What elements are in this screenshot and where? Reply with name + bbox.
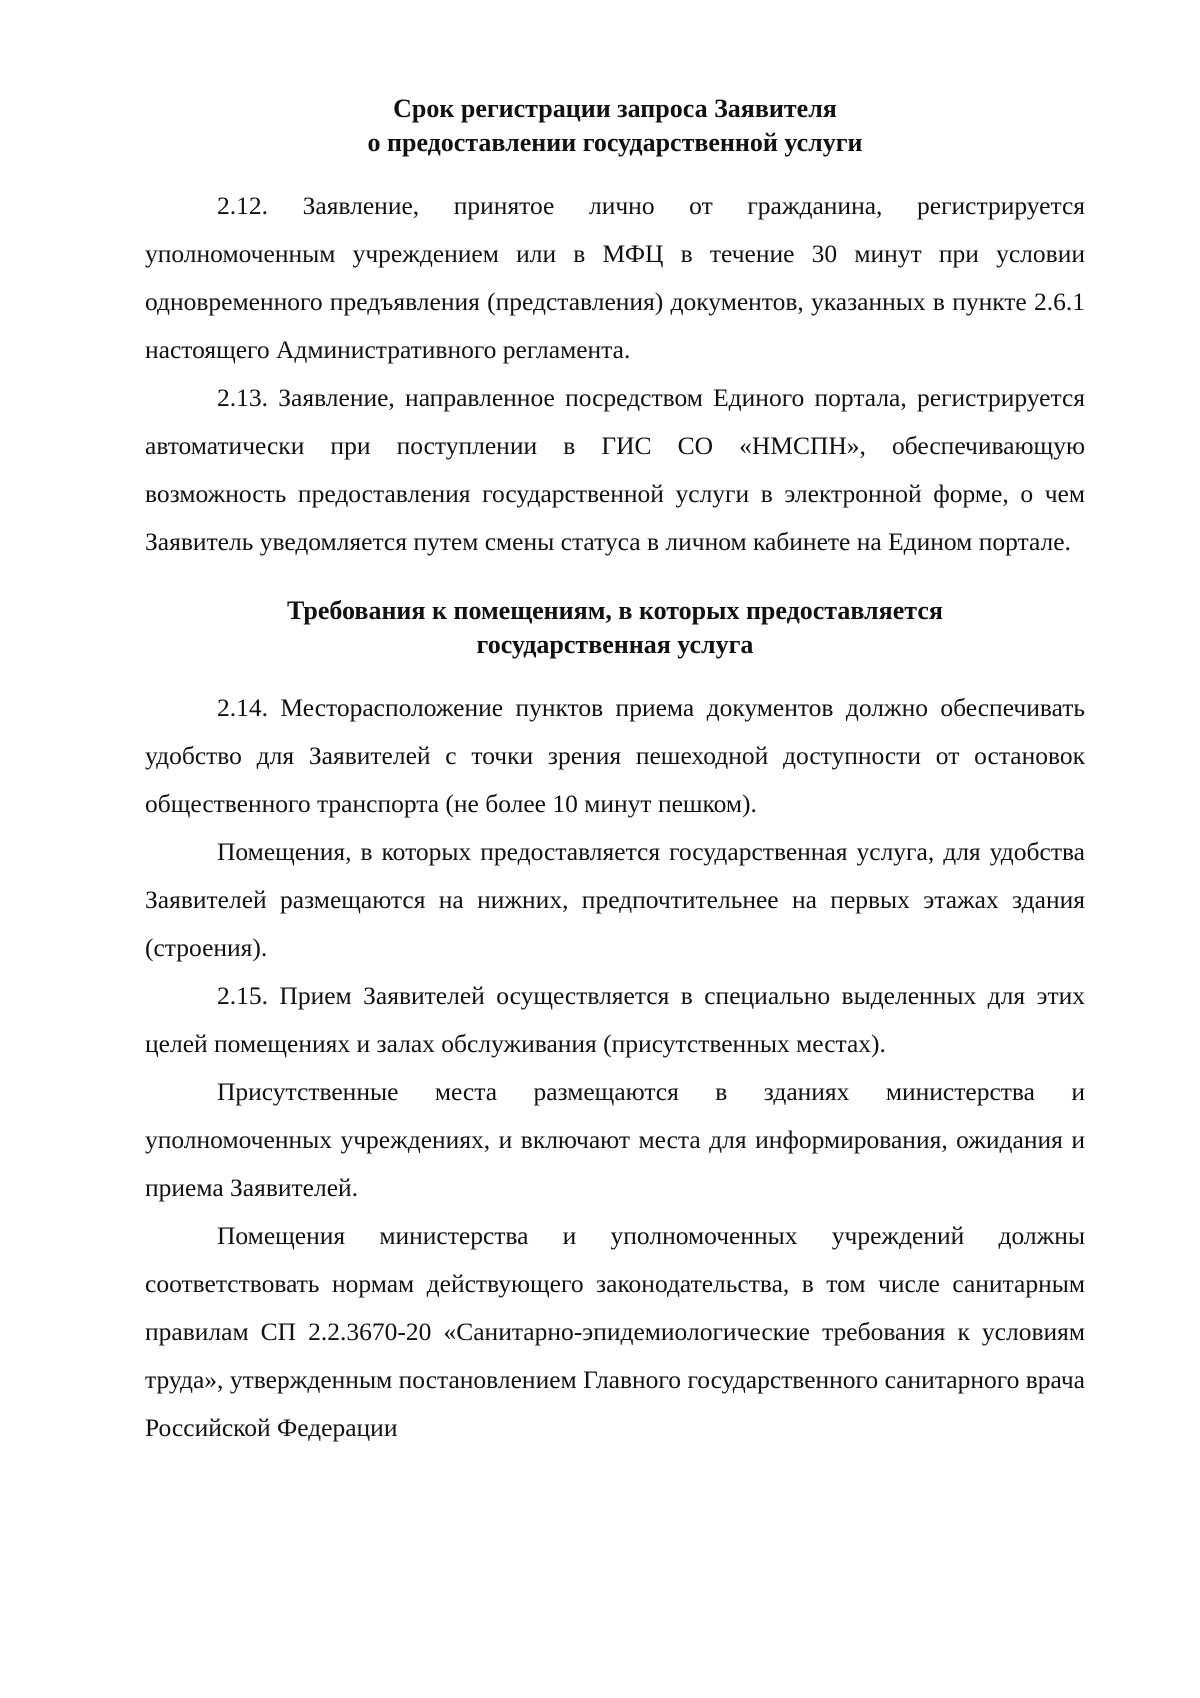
paragraph-attendance-places: Присутственные места размещаются в зданиях министерства и уполномоченных учреждениях, и включают места для информирования, ожидания и приема Заявителей. xyxy=(145,1077,1085,1202)
document-body xyxy=(145,92,1085,1452)
section-heading-premises xyxy=(145,594,1085,662)
heading-line: о предоставлении государственной услуги xyxy=(367,128,863,157)
heading-line: Срок регистрации запроса Заявителя xyxy=(393,94,837,123)
paragraph-2-14: 2.14. Месторасположение пунктов приема документов должно обеспечивать удобство для Заявителей с точки зрения пешеходной доступности от остановок общественного транспорта (не более 10 минут пешком). xyxy=(145,693,1085,818)
paragraph-premises-floors: Помещения, в которых предоставляется государственная услуга, для удобства Заявителей размещаются на нижних, предпочтительнее на первых этажах здания (строения). xyxy=(145,837,1085,962)
paragraph-2-13: 2.13. Заявление, направленное посредством Единого портала, регистрируется автоматически при поступлении в ГИС СО «НМСПН», обеспечивающую возможность предоставления государственной услуги в электронной форме, о чем Заявитель уведомляется путем смены статуса в личном кабинете на Едином портале. xyxy=(145,383,1085,556)
paragraph-sanitary-norms: Помещения министерства и уполномоченных учреждений должны соответствовать нормам действующего законодательства, в том числе санитарным правилам СП 2.2.3670-20 «Санитарно-эпидемиологические требования к условиям труда», утвержденным постановлением Главного государственного санитарного врача Российской Федерации xyxy=(145,1221,1085,1442)
paragraph-2-12: 2.12. Заявление, принятое лично от гражданина, регистрируется уполномоченным учреждением или в МФЦ в течение 30 минут при условии одновременного предъявления (представления) документов, указанных в пункте 2.6.1 настоящего Административного регламента. xyxy=(145,191,1085,364)
section-heading-registration xyxy=(145,92,1085,160)
heading-line: государственная услуга xyxy=(476,630,754,659)
paragraph-2-15: 2.15. Прием Заявителей осуществляется в специально выделенных для этих целей помещениях и залах обслуживания (присутственных местах). xyxy=(145,981,1085,1058)
heading-line: Требования к помещениям, в которых предоставляется xyxy=(287,596,943,625)
